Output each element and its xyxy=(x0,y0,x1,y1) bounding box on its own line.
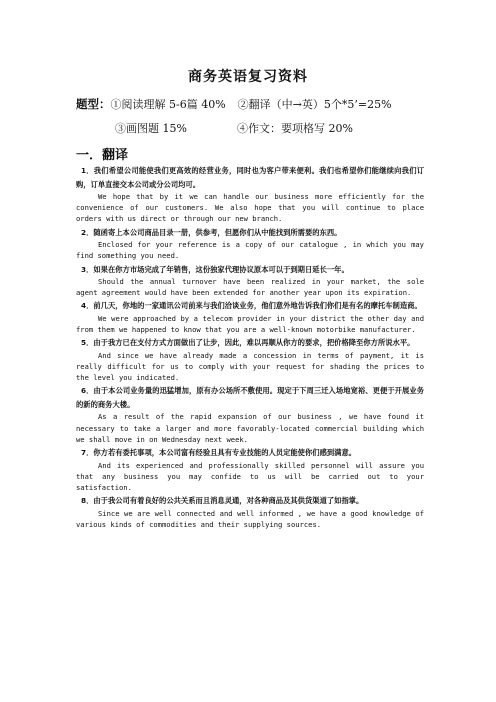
question-type-translation: ②翻译（中→英）5个*5’=25% xyxy=(237,98,392,111)
item-english-6: As a result of the rapid expansion of our business , we have found it necessary to take a larger and more favorably-located commercial building which we shall move in on Wednesday next week. xyxy=(76,412,424,444)
question-type-reading: ①阅读理解 5-6篇 40% xyxy=(110,98,226,111)
question-type-writing: ④作文：要项格写 20% xyxy=(236,122,353,135)
item-chinese-5: 5．由于我方已在支付方式方面做出了让步，因此，难以再顺从你方的要求，把价格降至你方所说水平。 xyxy=(81,338,415,348)
item-english-1: We hope that by it we can handle our business more efficiently for the convenience of our customers. We also hope that you will continue to place orders with us direct or through our new branch. xyxy=(76,192,424,224)
item-chinese-2: 2．随函寄上本公司商品目录一册，供参考，但愿你们从中能找到所需要的东西。 xyxy=(81,227,342,237)
item-chinese-1: 1．我们希望公司能使我们更高效的经营业务，同时也为客户带来便利。我们也希望你们能继续向我们订购，订单直接交本公司或分公司均可。 xyxy=(76,166,424,189)
item-chinese-4: 4．前几天，你地的一家通讯公司前来与我们洽谈业务，他们意外地告诉我们你们是有名的摩托车制造商。 xyxy=(81,301,422,311)
page-title: 商务英语复习资料 xyxy=(188,69,308,85)
item-english-8: Since we are well connected and well informed , we have a good knowledge of various kinds of commodities and their supplying sources. xyxy=(76,508,424,529)
item-chinese-7: 7．你方若有委托事项，本公司富有经验且具有专业技能的人员定能使你们感到满意。 xyxy=(81,448,357,458)
item-english-4: We were approached by a telecom provider in your district the other day and from them we happened to know that you are a well-known motorbike manufacturer. xyxy=(76,313,424,335)
item-english-7: And its experienced and professionally skilled personnel will assure you that any business you may confide to us will be carried out to your satisfaction. xyxy=(76,460,424,492)
translation-items xyxy=(76,164,424,531)
item-english-5: And since we have already made a concession in terms of payment, it is really difficult for us to comply with your request for shading the prices to the level you indicated. xyxy=(76,350,424,383)
question-types-label: 题型： xyxy=(76,97,111,111)
item-english-2: Enclosed for your reference is a copy of our catalogue , in which you may find something you need. xyxy=(76,240,424,261)
item-chinese-3: 3．如果在你方市场完成了年销售，这份独家代理协议原本可以于到期日延长一年。 xyxy=(81,264,349,274)
question-types-line-2 xyxy=(115,120,353,136)
section-heading: 一．翻译 xyxy=(76,148,129,163)
question-type-drawing: ③画图题 15% xyxy=(115,122,187,135)
item-chinese-8: 8．由于我公司有着良好的公共关系而且消息灵通，对各种商品及其供货渠道了如指掌。 xyxy=(81,496,364,506)
item-english-3: Should the annual turnover have been realized in your market, the sole agent agreement would have been extended for another year upon its expiration. xyxy=(76,277,424,298)
question-types-line-1 xyxy=(76,96,392,112)
item-chinese-6: 6．由于本公司业务量的迅猛增加，原有办公场所不敷使用。现定于下周三迁入场地宽裕、更便于开展业务的新的商务大楼。 xyxy=(76,386,424,409)
